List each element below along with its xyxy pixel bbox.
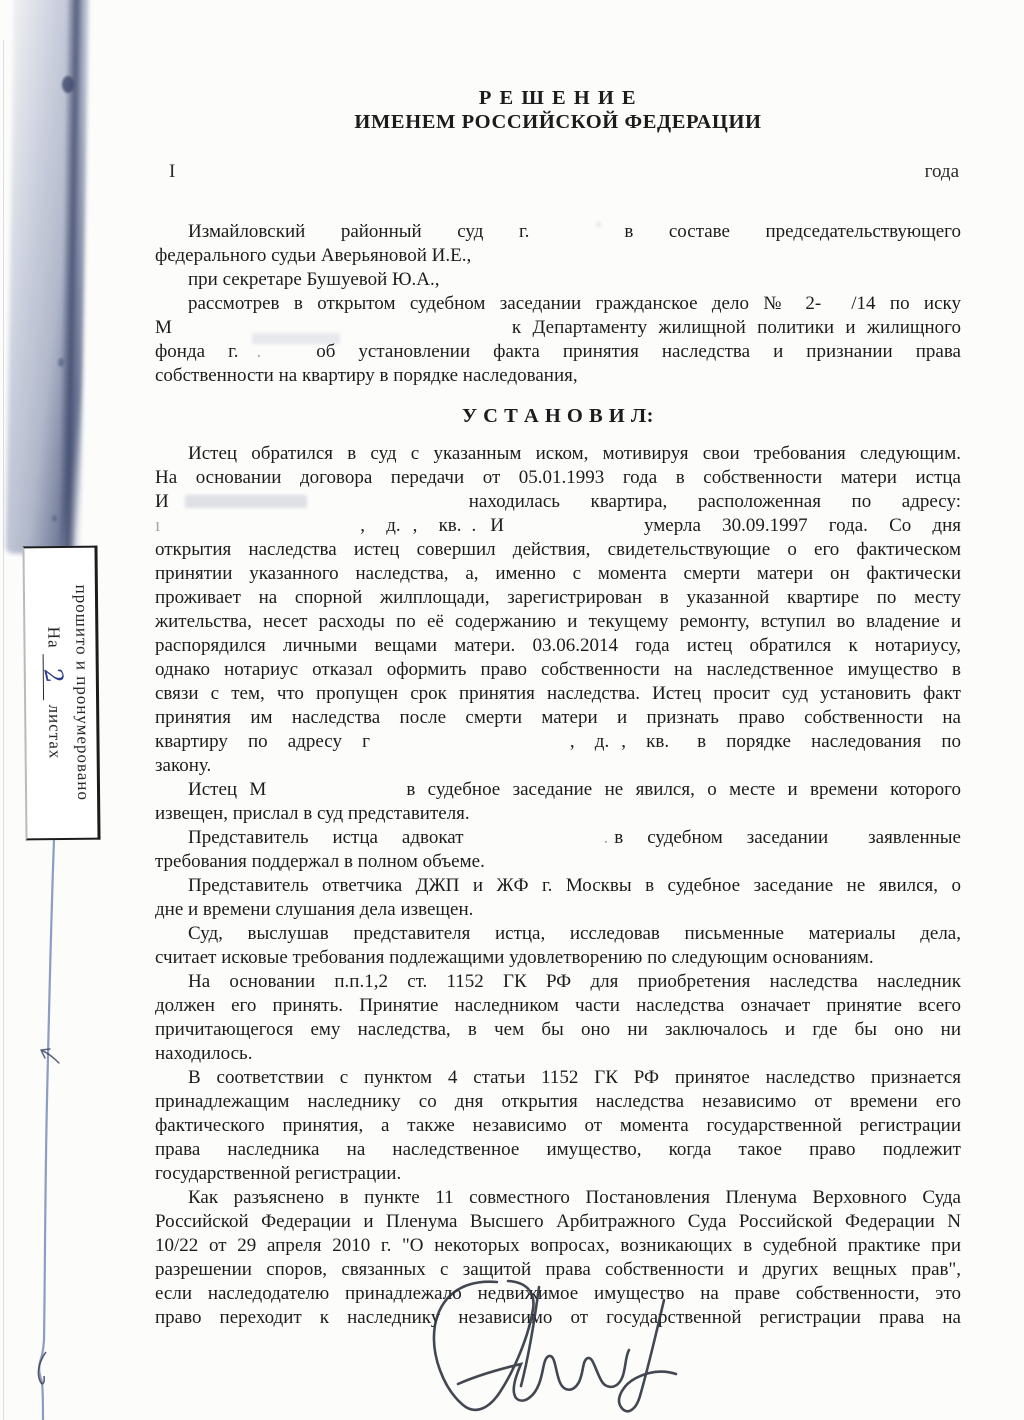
- text-segment: в составе председательствующего: [624, 221, 961, 242]
- signature-scrawl: [458, 1350, 629, 1401]
- text-segment: Истец обратился в суд с указанным иском, мотивируя свои требования следующим.: [188, 443, 961, 464]
- text-segment: И: [155, 491, 169, 512]
- text-segment: Суд, выслушав представителя истца, исследовав письменные материалы дела,: [188, 923, 961, 944]
- text-segment: заявленные: [868, 827, 961, 848]
- text-segment: если наследодателю принадлежало недвижимое имущество на праве собственности, это: [155, 1283, 961, 1304]
- text-segment: И: [490, 515, 505, 536]
- text-segment: распорядился личными вещами матери. 03.06.2014 года истец обратился к нотариусу,: [155, 635, 961, 656]
- text-segment: извещен, прислал в суд представителя.: [155, 803, 470, 824]
- text-segment: , д.: [569, 731, 610, 752]
- text-segment: государственной регистрации.: [155, 1163, 402, 1184]
- ustanovil-heading: У С Т А Н О В И Л:: [462, 405, 654, 427]
- text-segment: фонда г.: [155, 341, 239, 362]
- text-segment: в судебном заседании: [614, 827, 829, 848]
- text-segment: к Департаменту жилищной политики и жилищного: [511, 317, 961, 338]
- text-segment: В соответствии с пунктом 4 статьи 1152 ГК РФ принятое наследство признается: [188, 1067, 961, 1088]
- stamp-line2-prefix: На: [44, 626, 64, 649]
- text-segment: рассмотрев в открытом судебном заседании гражданское дело № 2-: [188, 293, 822, 314]
- text-segment: Измайловский районный суд г.: [188, 221, 530, 242]
- text-segment: М: [155, 317, 172, 338]
- text-segment: в судебное заседание не явился, о месте и времени которого: [406, 779, 961, 800]
- text-segment: причитающегося ему наследства, в чем бы оно ни заключалось и где бы оно ни: [155, 1019, 961, 1040]
- text-segment: 10/22 от 29 апреля 2010 г. "О некоторых вопросах, возникающих в судебной практике при: [155, 1235, 961, 1256]
- text-segment: , кв.: [412, 515, 462, 536]
- stamp-line1: прошито и пронумеровано: [71, 584, 94, 802]
- date-year-word: года: [924, 161, 959, 182]
- text-segment: связи с тем, что пропущен срок принятия наследства. Истец просит суд установить факт: [155, 683, 961, 704]
- stamp-sheet-count-handwritten: 2: [38, 665, 70, 688]
- text-segment: находилось.: [155, 1043, 253, 1064]
- text-segment: принятии указанного наследства, а, именно с момента смерти матери он фактически: [155, 563, 961, 584]
- signature-strokes: [434, 1281, 676, 1411]
- text-segment: Представитель истца адвокат: [188, 827, 464, 848]
- in-the-name-subtitle: ИМЕНЕМ РОССИЙСКОЙ ФЕДЕРАЦИИ: [354, 111, 762, 133]
- text-segment: при секретаре Бушуевой Ю.А.,: [188, 269, 440, 290]
- text-segment: ı: [155, 515, 161, 536]
- text-segment: права наследника на наследственное имущество, когда такое право подлежит: [155, 1139, 961, 1160]
- text-segment: Российской Федерации и Пленума Высшего Арбитражного Суда Российской Федерации N: [155, 1211, 961, 1232]
- text-segment: дне и времени слушания дела извещен.: [155, 899, 474, 920]
- text-segment: требования поддержал в полном объеме.: [155, 851, 485, 872]
- text-segment: принадлежащим наследнику со дня открытия наследства независимо от времени его: [155, 1091, 961, 1112]
- date-left-mark: I: [169, 161, 176, 182]
- text-segment: право переходит к наследнику независимо от государственной регистрации права на: [155, 1307, 961, 1328]
- text-segment: На основании договора передачи от 05.01.1993 года в собственности матери истца: [155, 467, 961, 488]
- text-segment: Истец М: [188, 779, 267, 800]
- text-segment: собственности на квартиру в порядке наследования,: [155, 365, 578, 386]
- text-segment: жительства, несет расходы по её содержанию и текущему ремонту, вступил во владение и: [155, 611, 961, 632]
- text-segment: , д.: [360, 515, 401, 536]
- text-segment: проживает на спорной жилплощади, зарегистрирован в указанной квартире по месту: [155, 587, 961, 608]
- text-segment: умерла 30.09.1997 года. Со дня: [644, 515, 961, 536]
- text-segment: принятия им наследства после смерти матери и признать право собственности на: [155, 707, 961, 728]
- text-segment: должен его принять. Принятие наследником части наследства означает принятие всего: [155, 995, 961, 1016]
- text-segment: Как разъяснено в пункте 11 совместного Постановления Пленума Верховного Суда: [188, 1187, 961, 1208]
- text-segment: разрешении споров, связанных с защитой права собственности и других вещных прав",: [155, 1259, 961, 1280]
- text-segment: /14 по иску: [851, 293, 961, 314]
- stamp-line2-suffix: листах: [45, 704, 65, 760]
- signature-stem: [521, 1287, 539, 1386]
- text-segment: находилась квартира, расположенная по адресу:: [468, 491, 961, 512]
- text-segment: открытия наследства истец совершил действия, свидетельствующие о его фактическом: [155, 539, 961, 560]
- text-segment: .: [256, 341, 262, 362]
- text-segment: в порядке наследования по: [697, 731, 961, 752]
- text-segment: закону.: [155, 755, 212, 776]
- text-segment: квартиру по адресу г: [155, 731, 370, 752]
- text-segment: федерального судьи Аверьяновой И.Е.,: [155, 245, 472, 266]
- text-segment: .: [471, 515, 477, 536]
- text-segment: На основании п.п.1,2 ст. 1152 ГК РФ для приобретения наследства наследник: [188, 971, 961, 992]
- decision-title: Р Е Ш Е Н И Е: [478, 87, 638, 109]
- signature-loop: [434, 1281, 534, 1410]
- text-segment: .: [603, 827, 609, 848]
- text-segment: об установлении факта принятия наследства и признании права: [316, 341, 961, 362]
- text-segment: , кв.: [621, 731, 670, 752]
- text-segment: считает исковые требования подлежащими удовлетворению по следующим основаниям.: [155, 947, 874, 968]
- text-segment: фактического принятия, а также независимо от момента государственной регистрации: [155, 1115, 961, 1136]
- text-segment: Представитель ответчика ДЖП и ЖФ г. Москвы в судебное заседание не явился, о: [188, 875, 961, 896]
- text-segment: однако нотариус отказал оформить право собственности на наследственное имущество в: [155, 659, 961, 680]
